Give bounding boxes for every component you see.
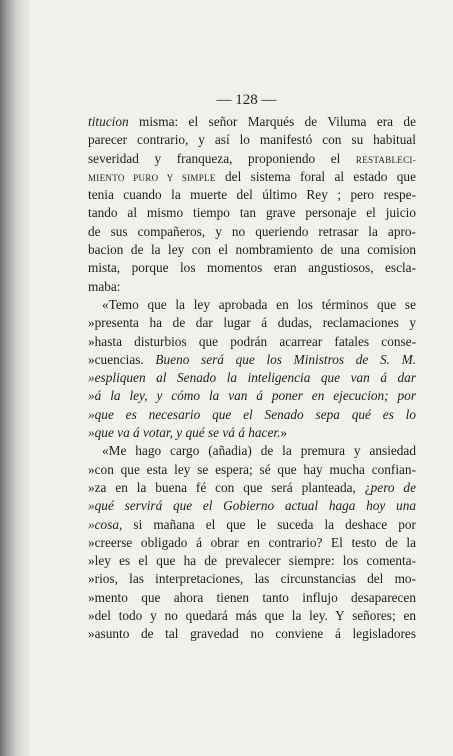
text-run: parecer contrario, y así lo manifestó con su habitual (88, 132, 416, 148)
text-run: de sus compañeros, y no queriendo retrasar la apro- (88, 223, 416, 239)
text-line (88, 351, 416, 369)
text-line (88, 461, 416, 479)
text-line (88, 534, 416, 552)
text-line (88, 204, 416, 222)
italic-run: »que va á votar, y qué se vá á hacer. (88, 425, 281, 441)
text-line (88, 625, 416, 643)
text-run: »creerse obligado á obrar en contrario? El testo de la (88, 534, 416, 550)
text-run: tando al mismo tiempo tan grave personaje el juicio (88, 205, 416, 221)
text-run: bacion de la ley con el nombramiento de una comision (88, 242, 416, 258)
text-run: »con que esta ley se espera; sé que hay mucha confian- (88, 461, 416, 477)
text-line (88, 406, 416, 424)
text-run: »presenta ha de dar lugar á dudas, reclamaciones y (88, 315, 416, 331)
italic-run: titucion (88, 114, 129, 129)
text-line (88, 516, 416, 534)
small-caps-run: MIENTO PURO Y SIMPLE (88, 172, 216, 183)
text-run: del sistema foral al estado que (215, 168, 416, 184)
text-line (88, 442, 416, 460)
text-run: »del todo y no quedará más que la ley. Y señores; en (88, 608, 416, 624)
text-run: »ley es el que ha de prevalecer siempre: los comenta- (88, 553, 416, 569)
italic-run: pero de (370, 479, 416, 495)
text-line (88, 607, 416, 625)
text-line (88, 387, 416, 405)
text-line (88, 241, 416, 259)
text-line (88, 168, 416, 186)
text-run: tenia cuando la muerte del último Rey ; pero respe- (88, 187, 416, 203)
text-run: »cuencias. (88, 351, 156, 367)
text-line (88, 296, 416, 314)
text-line (88, 223, 416, 241)
page-number: — 128 — (216, 92, 277, 108)
text-line (88, 259, 416, 277)
italic-run: Bueno será que los Ministros de S. M. (155, 351, 416, 367)
text-run: » (280, 425, 288, 441)
text-line (88, 150, 416, 168)
text-run: »hasta disturbios que podrán acarrear fatales conse- (88, 333, 416, 349)
page-spine-shadow (0, 0, 30, 756)
text-line (88, 278, 416, 296)
italic-run: »cosa (88, 516, 120, 532)
text-run: misma: el señor Marqués de Viluma era de (128, 114, 416, 129)
text-line (88, 589, 416, 607)
text-run: «Me hago cargo (añadia) de la premura y ansiedad (102, 443, 416, 459)
italic-run: »qué servirá que el Gobierno actual haga hoy una (88, 498, 416, 514)
text-run: , si mañana el que le suceda la deshace por (119, 516, 416, 532)
text-run: mista, porque los momentos eran angustiosos, escla- (88, 260, 416, 276)
text-run: »asunto de tal gravedad no conviene á legisladores (88, 626, 416, 642)
body-text (88, 113, 416, 644)
text-line (88, 131, 416, 149)
italic-run: »espliquen al Senado la inteligencia que van á dar (88, 370, 416, 386)
text-run: »mento que ahora tienen tanto influjo desaparecen (88, 589, 416, 605)
text-line (88, 369, 416, 387)
text-line (88, 570, 416, 588)
text-line (88, 479, 416, 497)
small-caps-run: RESTABLECI- (355, 154, 416, 165)
italic-run: »á la ley, y cómo la van á poner en ejecucion; por (88, 388, 416, 404)
italic-run: »que es necesario que el Senado sepa qué es lo (88, 406, 416, 422)
text-line (88, 552, 416, 570)
text-line (88, 186, 416, 204)
text-run: »rios, las interpretaciones, las circunstancias del mo- (88, 571, 416, 587)
text-run: maba: (88, 278, 121, 294)
text-run: «Temo que la ley aprobada en los términos que se (102, 296, 416, 312)
text-line (88, 314, 416, 332)
text-line (88, 424, 416, 442)
text-line (88, 333, 416, 351)
text-run: severidad y franqueza, proponiendo el (88, 150, 356, 166)
text-line (88, 497, 416, 515)
text-line (88, 113, 416, 131)
text-run: »za en la buena fé con que será planteada, ¿ (88, 479, 371, 495)
